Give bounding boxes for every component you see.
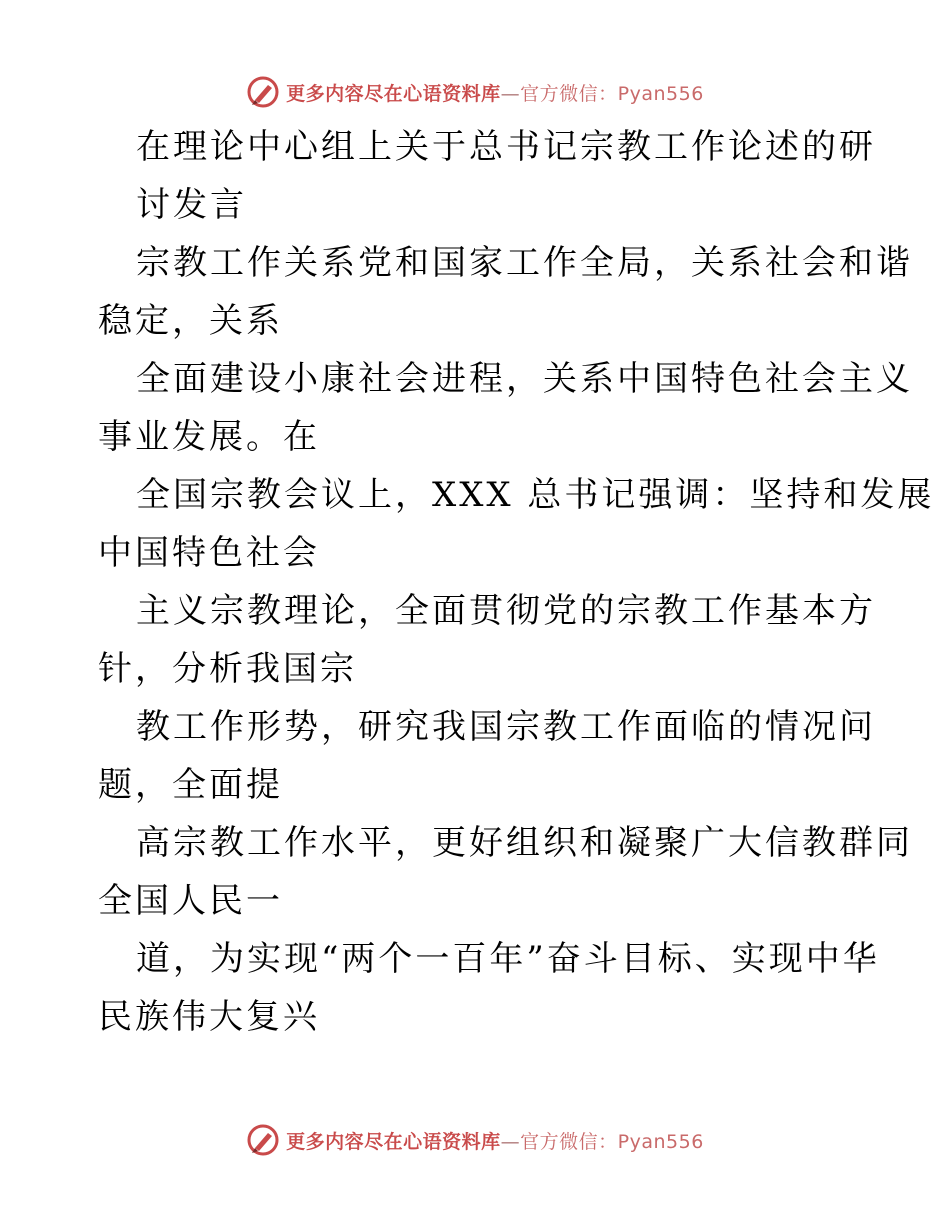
text-line: 稳定，关系 <box>98 301 283 341</box>
text-line: 全国人民一 <box>98 881 283 921</box>
header-banner <box>0 72 950 112</box>
banner-main-text: 更多内容尽在心语资料库 <box>286 1130 501 1153</box>
text-line: 题，全面提 <box>98 765 283 805</box>
pen-logo-icon <box>246 1123 280 1157</box>
text-line: 针，分析我国宗 <box>98 649 357 689</box>
footer-banner <box>0 1120 950 1160</box>
banner-wechat-text: 官方微信：Pyan556 <box>520 1130 704 1153</box>
text-line: 教工作形势，研究我国宗教工作面临的情况问 <box>136 707 876 747</box>
text-line: 民族伟大复兴 <box>98 997 320 1037</box>
text-line: 主义宗教理论，全面贯彻党的宗教工作基本方 <box>136 591 876 631</box>
text-line: 中国特色社会 <box>98 533 320 573</box>
document-body <box>98 118 935 1046</box>
text-line: 讨发言 <box>136 185 247 225</box>
pen-logo-icon <box>246 75 280 109</box>
banner-separator: — <box>500 82 521 105</box>
text-line: 高宗教工作水平，更好组织和凝聚广大信教群同 <box>136 823 913 863</box>
text-line: 全国宗教会议上，XXX 总书记强调：坚持和发展 <box>136 475 935 515</box>
text-line: 在理论中心组上关于总书记宗教工作论述的研 <box>136 127 876 167</box>
text-line: 事业发展。在 <box>98 417 320 457</box>
banner-separator: — <box>500 1130 521 1153</box>
banner-wechat-text: 官方微信：Pyan556 <box>520 82 704 105</box>
text-line: 全面建设小康社会进程，关系中国特色社会主义 <box>136 359 913 399</box>
text-line: 道，为实现“两个一百年”奋斗目标、实现中华 <box>136 939 880 979</box>
text-line: 宗教工作关系党和国家工作全局，关系社会和谐 <box>136 243 913 283</box>
banner-main-text: 更多内容尽在心语资料库 <box>286 82 501 105</box>
